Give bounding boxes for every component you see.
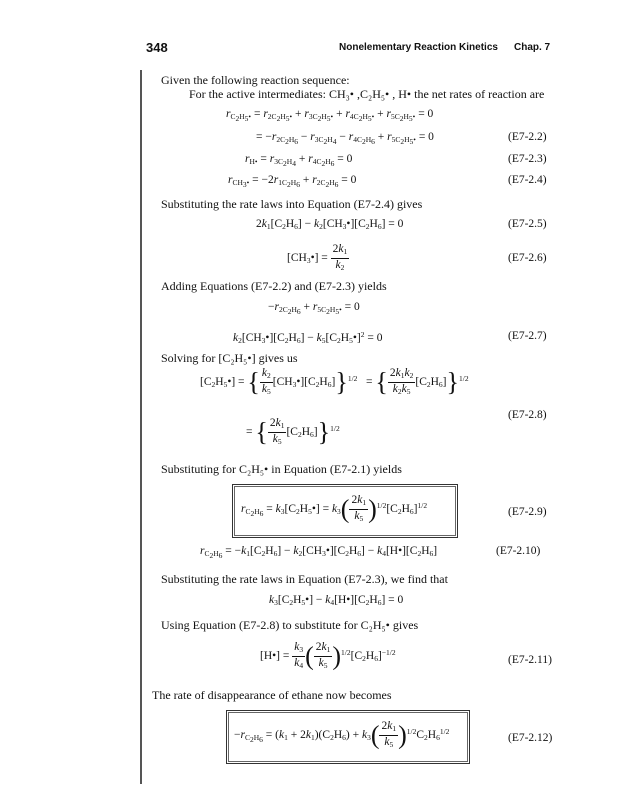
equation-number-e7-2-2: (E7-2.2) (508, 131, 547, 143)
equation-number-e7-2-7: (E7-2.7) (508, 330, 547, 342)
equation-number-e7-2-8: (E7-2.8) (508, 409, 547, 421)
paragraph-solving: Solving for [C₂H₅•] gives us (161, 351, 298, 365)
equation-e7-2-8-line1: $[C_2H_5•]$ = { $\frac{k_2}{k_5}$ $[CH_3•][C_2H_6]\}^{1/2}$ = { $\frac{2k_1k_2}{k_2k_5}$ $[C_2H_6]\}^{1/2}$ (200, 367, 469, 397)
equation-e7-2-10: $r_{C_2H_6} = -k_1[C_2H_6]$ − $k_2[CH_3•][C_2H_6]$ − $k_4[H•][C_2H_6]$ (200, 545, 438, 560)
equation-e7-2-3: $r_{H•} = r_{3C_2H_4} + r_{4C_2H_6} = 0$ (245, 153, 353, 168)
equation-e7-2-4: $r_{CH_3•} = -2r_{1C_2H_6} + r_{2C_2H_6} = 0$ (228, 174, 357, 189)
equation-e7-2-9: $r_{C_2H_6}$ = $k_3[C_2H_5•] = k_3$( $\frac{2k_1}{k_5}$ )$^{1/2}[C_2H_6]^{1/2}$ (241, 494, 428, 524)
chapter-label: Chap. 7 (514, 42, 551, 53)
equation-number-e7-2-5: (E7-2.5) (508, 218, 547, 230)
equation-number-e7-2-11: (E7-2.11) (508, 654, 552, 666)
paragraph-given: Given the following reaction sequence: (161, 73, 350, 87)
paragraph-substituting-e7-2-3: Substituting the rate laws in Equation (E7-2.3), we find that (161, 572, 448, 586)
paragraph-active-intermediates: For the active intermediates: CH₃• ,C₂H₅• , H• the net rates of reaction are (189, 87, 545, 101)
paragraph-using-e7-2-8: Using Equation (E7-2.8) to substitute for C₂H₅• gives (161, 618, 419, 632)
equation-e7-2-2: = $-r_{2C_2H_6} - r_{3C_2H_4} - r_{4C_2H_6} + r_{5C_2H_5•} = 0$ (256, 131, 434, 146)
page-number: 348 (146, 40, 168, 55)
equation-e7-2-6: $[CH_3•]$ = $\frac{2k_1}{k_2}$ (287, 243, 348, 272)
equation-e7-2-11: [H•] = $\frac{k_3}{k_4}$ ( $\frac{2k_1}{k_5}$ )$^{1/2}[C_2H_6]^{-1/2}$ (260, 641, 396, 671)
equation-number-e7-2-3: (E7-2.3) (508, 153, 547, 165)
equation-e7-2-5: $2k_1[C_2H_6]$ − $k_2[CH_3•][C_2H_6] = 0$ (256, 218, 404, 231)
equation-number-e7-2-4: (E7-2.4) (508, 174, 547, 186)
paragraph-rate-disappearance: The rate of disappearance of ethane now becomes (152, 688, 392, 702)
equation-e7-2-8-line2: = { $\frac{2k_1}{k_5}$ $[C_2H_6]\}^{1/2}$ (246, 417, 340, 447)
paragraph-substituting-e7-2-1: Substituting for C₂H₅• in Equation (E7-2.1) yields (161, 462, 402, 476)
equation-e7-2-12: $-r_{C_2H_6} = (k_1 + 2k_1)(C_2H_6) + k_3$( $\frac{2k_1}{k_5}$ )$^{1/2}C_2H_6^{1/2}$ (234, 720, 450, 750)
equation-k3-k4-relation: $k_3[C_2H_5•]$ − $k_4[H•][C_2H_6] = 0$ (269, 594, 404, 607)
equation-e7-2-1: $r_{C_2H_5•} = r_{2C_2H_5•} + r_{3C_2H_5•} + r_{4C_2H_5•} + r_{5C_2H_5•} = 0$ (226, 108, 434, 123)
paragraph-adding: Adding Equations (E7-2.2) and (E7-2.3) yields (161, 279, 387, 293)
equation-number-e7-2-9: (E7-2.9) (508, 506, 547, 518)
margin-rule (140, 70, 142, 784)
equation-number-e7-2-6: (E7-2.6) (508, 252, 547, 264)
paragraph-substituting-e7-2-4: Substituting the rate laws into Equation (E7-2.4) gives (161, 197, 423, 211)
equation-e7-2-7: $k_2[CH_3•][C_2H_6]$ − $k_5[C_2H_5•]^2 = 0$ (233, 330, 383, 345)
equation-number-e7-2-12: (E7-2.12) (508, 732, 553, 744)
equation-number-e7-2-10: (E7-2.10) (496, 545, 541, 557)
section-title: Nonelementary Reaction Kinetics (339, 42, 498, 53)
equation-adding-result: $-r_{2C_2H_6} + r_{5C_2H_5•} = 0$ (268, 301, 360, 316)
